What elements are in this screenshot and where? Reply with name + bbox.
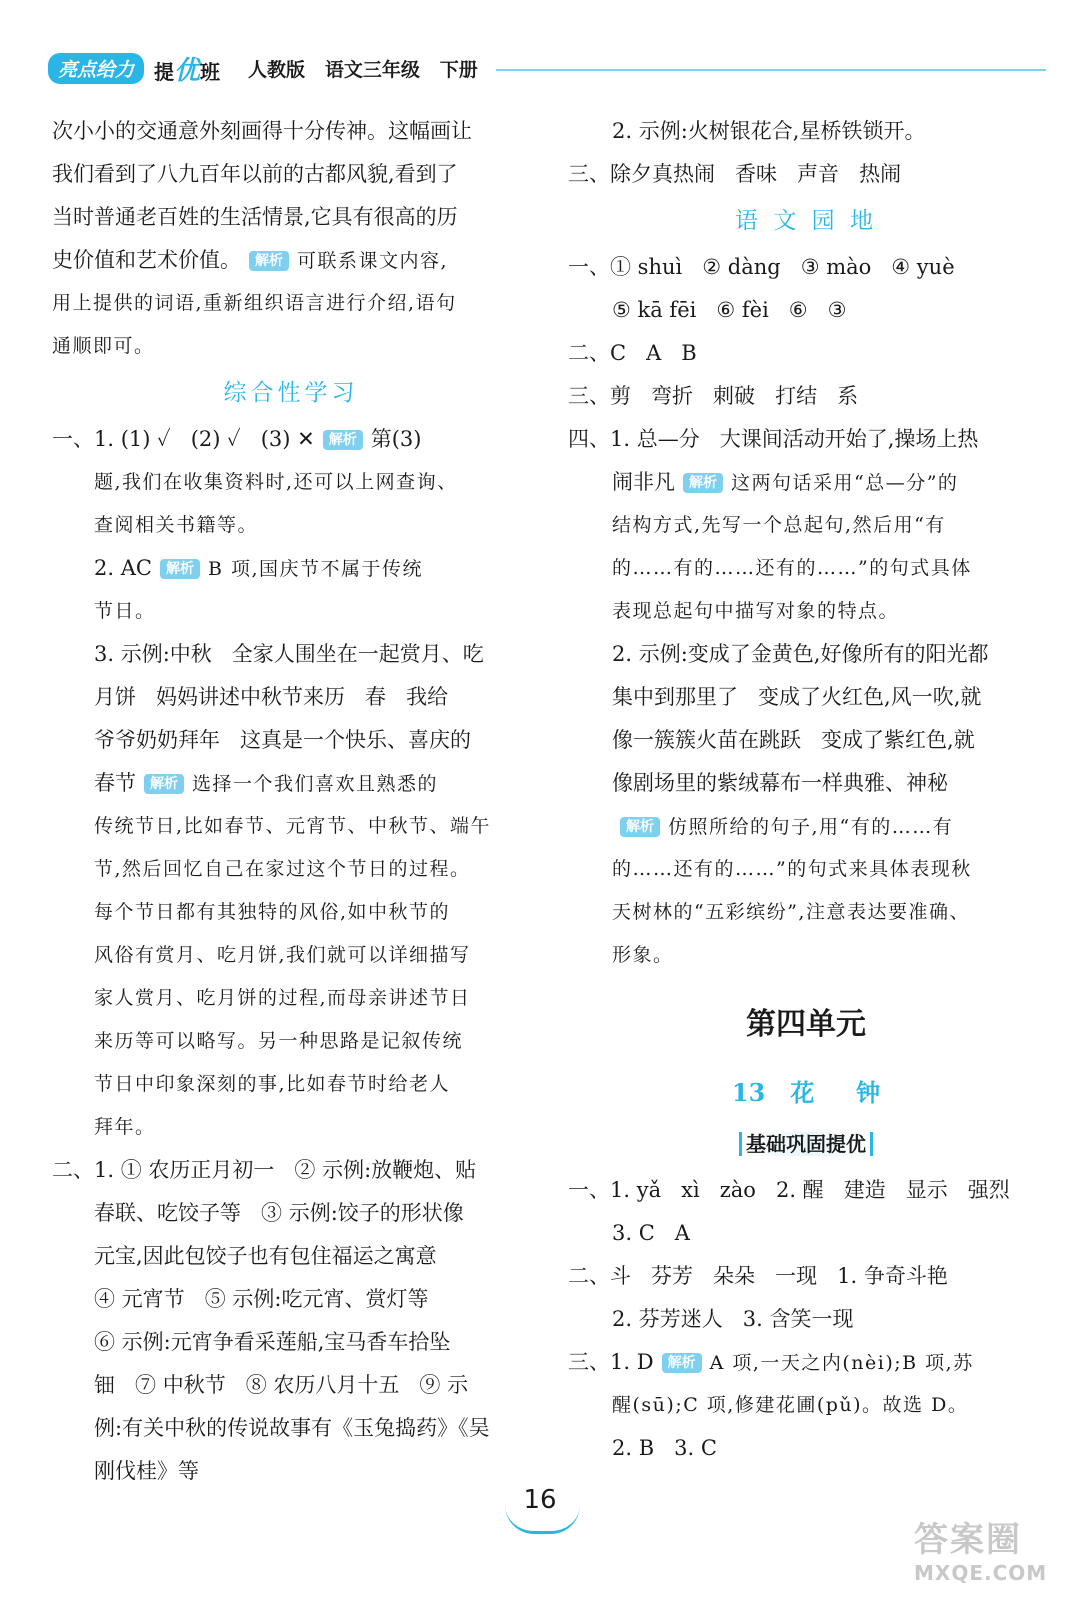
analysis-text: A 项,一天之内(nèi);B 项,苏 bbox=[709, 1352, 974, 1374]
analysis-text: 可联系课文内容, bbox=[297, 250, 449, 272]
analysis-text: 选择一个我们喜欢且熟悉的 bbox=[192, 773, 439, 795]
watermark-line2: MXQE.COM bbox=[914, 1561, 1048, 1585]
answer-text: 像剧场里的紫绒幕布一样典雅、神秘 bbox=[612, 771, 948, 795]
answer-text: 三、1. D bbox=[568, 1350, 654, 1374]
answer-line bbox=[52, 1278, 530, 1321]
answer-text: 三、除夕真热闹 香味 声音 热闹 bbox=[568, 162, 902, 186]
answer-line bbox=[52, 196, 530, 239]
analysis-text: 这两句话采用“总—分”的 bbox=[731, 472, 959, 494]
answer-line bbox=[52, 676, 530, 719]
answer-line bbox=[568, 289, 1044, 332]
answer-line bbox=[568, 676, 1044, 719]
analysis-tag: 解析 bbox=[620, 817, 660, 837]
header-rule bbox=[496, 69, 1046, 71]
answer-text: 我们看到了八九百年以前的古都风貌,看到了 bbox=[52, 162, 458, 186]
answer-text: 拜年。 bbox=[94, 1116, 156, 1138]
answer-line bbox=[52, 1364, 530, 1407]
answer-text: 月饼 妈妈讲述中秋节来历 春 我给 bbox=[94, 685, 449, 709]
answer-line bbox=[568, 547, 1044, 590]
answer-text: 春联、吃饺子等 ③ 示例:饺子的形状像 bbox=[94, 1201, 464, 1225]
series-name bbox=[154, 50, 220, 87]
answer-line bbox=[568, 1298, 1044, 1341]
answer-text: 题,我们在收集资料时,还可以上网查询、 bbox=[94, 471, 458, 493]
answer-line bbox=[52, 934, 530, 977]
watermark bbox=[914, 1512, 1064, 1585]
answer-line bbox=[52, 1450, 530, 1493]
answer-text: 集中到那里了 变成了火红色,风一吹,就 bbox=[612, 685, 982, 709]
answer-text: 一、① shuì ② dàng ③ mào ④ yuè bbox=[568, 255, 955, 279]
answer-text: 3. C A bbox=[612, 1221, 690, 1245]
answer-text: 节日。 bbox=[94, 600, 156, 622]
answer-line bbox=[52, 504, 530, 547]
answer-text: 来历等可以略写。另一种思路是记叙传统 bbox=[94, 1030, 464, 1052]
answer-line bbox=[52, 891, 530, 934]
answer-line bbox=[52, 1235, 530, 1278]
answer-text: 结构方式,先写一个总起句,然后用“有 bbox=[612, 514, 946, 536]
analysis-tag: 解析 bbox=[160, 559, 200, 579]
page-header bbox=[48, 48, 1046, 88]
answer-text: 爷爷奶奶拜年 这真是一个快乐、喜庆的 bbox=[94, 728, 472, 752]
analysis-text: 第(3) bbox=[370, 427, 422, 451]
answer-line bbox=[568, 375, 1044, 418]
brand-badge: 亮点给力 bbox=[48, 53, 144, 84]
lesson-title: 13 花 钟 bbox=[731, 1078, 881, 1107]
page-number: 16 bbox=[523, 1485, 557, 1515]
answer-line bbox=[52, 848, 530, 891]
answer-text: 传统节日,比如春节、元宵节、中秋节、端午 bbox=[94, 815, 492, 837]
answer-text: 当时普通老百姓的生活情景,它具有很高的历 bbox=[52, 205, 458, 229]
answer-text: 家人赏月、吃月饼的过程,而母亲讲述节日 bbox=[94, 987, 471, 1009]
answer-text: 闹非凡 bbox=[612, 470, 675, 494]
page-number-ornament bbox=[505, 1505, 580, 1534]
answer-text: 表现总起句中描写对象的特点。 bbox=[612, 600, 900, 622]
answer-text: 二、C A B bbox=[568, 341, 697, 365]
answer-text: 节日中印象深刻的事,比如春节时给老人 bbox=[94, 1073, 451, 1095]
answer-line bbox=[568, 633, 1044, 676]
answer-text: 2. B 3. C bbox=[612, 1436, 717, 1460]
answer-line bbox=[52, 239, 530, 282]
section-title: 语 文 园 地 bbox=[735, 208, 877, 234]
answer-text: 风俗有赏月、吃月饼,我们就可以详细描写 bbox=[94, 944, 471, 966]
answer-line bbox=[568, 1255, 1044, 1298]
answer-line bbox=[52, 1063, 530, 1106]
answer-line bbox=[568, 848, 1044, 891]
analysis-tag: 解析 bbox=[323, 430, 363, 450]
answer-line bbox=[568, 1427, 1044, 1470]
series-char-1: 提 bbox=[154, 59, 175, 84]
answer-text: 醒(sū);C 项,修建花圃(pǔ)。故选 D。 bbox=[612, 1394, 969, 1416]
answer-text: 次小小的交通意外刻画得十分传神。这幅画让 bbox=[52, 119, 472, 143]
answer-line bbox=[52, 977, 530, 1020]
answer-text: 元宝,因此包饺子也有包住福运之寓意 bbox=[94, 1244, 437, 1268]
answer-text: 2. 芬芳迷人 3. 含笑一现 bbox=[612, 1307, 854, 1331]
analysis-text: 仿照所给的句子,用“有的……有 bbox=[668, 816, 954, 838]
answer-line bbox=[52, 461, 530, 504]
analysis-text: B 项,国庆节不属于传统 bbox=[207, 558, 423, 580]
answer-line bbox=[568, 1212, 1044, 1255]
answer-line bbox=[568, 762, 1044, 805]
answer-line bbox=[52, 762, 530, 805]
answer-line bbox=[52, 153, 530, 196]
answer-text: 史价值和艺术价值。 bbox=[52, 248, 241, 272]
answer-line bbox=[568, 110, 1044, 153]
answer-text: 刚伐桂》等 bbox=[94, 1459, 199, 1483]
answer-text: 二、斗 芬芳 朵朵 一现 1. 争奇斗艳 bbox=[568, 1264, 948, 1288]
answer-line bbox=[568, 719, 1044, 762]
answer-line bbox=[568, 332, 1044, 375]
answer-text: 春节 bbox=[94, 771, 136, 795]
answer-text: 的……还有的……”的句式来具体表现秋 bbox=[612, 858, 972, 880]
answer-text: ④ 元宵节 ⑤ 示例:吃元宵、赏灯等 bbox=[94, 1287, 429, 1311]
answer-text: 例:有关中秋的传说故事有《玉兔捣药》《吴 bbox=[94, 1416, 490, 1440]
answer-text: 用上提供的词语,重新组织语言进行介绍,语句 bbox=[52, 292, 457, 314]
answer-text: 形象。 bbox=[612, 944, 674, 966]
right-column bbox=[568, 110, 1044, 1470]
answer-line bbox=[52, 1149, 530, 1192]
answer-text: 2. 示例:变成了金黄色,好像所有的阳光都 bbox=[612, 642, 989, 666]
answer-line bbox=[568, 1341, 1044, 1384]
answer-line bbox=[52, 1020, 530, 1063]
answer-line bbox=[52, 1407, 530, 1450]
analysis-tag: 解析 bbox=[662, 1353, 702, 1373]
analysis-tag: 解析 bbox=[144, 774, 184, 794]
analysis-tag: 解析 bbox=[249, 251, 289, 271]
answer-line bbox=[52, 110, 530, 153]
answer-text: ⑥ 示例:元宵争看采莲船,宝马香车拾坠 bbox=[94, 1330, 451, 1354]
answer-line bbox=[52, 1321, 530, 1364]
subsection-title bbox=[568, 1119, 1044, 1169]
unit-title: 第四单元 bbox=[746, 1007, 866, 1042]
analysis-tag: 解析 bbox=[683, 473, 723, 493]
answer-text: 的……有的……还有的……”的句式具体 bbox=[612, 557, 972, 579]
book-meta: 人教版 语文三年级 下册 bbox=[248, 58, 478, 81]
answer-text: 一、1. yǎ xì zào 2. 醒 建造 显示 强烈 bbox=[568, 1178, 1010, 1202]
answer-text: 3. 示例:中秋 全家人围坐在一起赏月、吃 bbox=[94, 642, 484, 666]
answer-line bbox=[52, 418, 530, 461]
answer-line bbox=[568, 418, 1044, 461]
answer-line bbox=[52, 1106, 530, 1149]
series-char-2: 优 bbox=[174, 55, 201, 86]
answer-line bbox=[568, 590, 1044, 633]
answer-text: 通顺即可。 bbox=[52, 335, 155, 357]
answer-text: 像一簇簇火苗在跳跃 变成了紫红色,就 bbox=[612, 728, 975, 752]
answer-text: 三、剪 弯折 刺破 打结 系 bbox=[568, 384, 859, 408]
answer-line bbox=[568, 461, 1044, 504]
answer-line bbox=[568, 1169, 1044, 1212]
answer-text: 四、1. 总—分 大课间活动开始了,操场上热 bbox=[568, 427, 979, 451]
answer-line bbox=[52, 590, 530, 633]
answer-line bbox=[568, 246, 1044, 289]
answer-text: 天树林的“五彩缤纷”,注意表达要准确、 bbox=[612, 901, 970, 923]
answer-line bbox=[52, 805, 530, 848]
answer-text: 钿 ⑦ 中秋节 ⑧ 农历八月十五 ⑨ 示 bbox=[94, 1373, 469, 1397]
answer-line bbox=[568, 504, 1044, 547]
answer-text: 2. 示例:火树银花合,星桥铁锁开。 bbox=[612, 119, 926, 143]
answer-text: 查阅相关书籍等。 bbox=[94, 514, 259, 536]
answer-line bbox=[52, 547, 530, 590]
answer-text: ⑤ kā fēi ⑥ fèi ⑥ ③ bbox=[612, 298, 847, 322]
answer-line bbox=[568, 805, 1044, 848]
series-char-3: 班 bbox=[200, 59, 221, 84]
answer-text: 每个节日都有其独特的风俗,如中秋节的 bbox=[94, 901, 451, 923]
answer-line bbox=[52, 325, 530, 368]
answer-line bbox=[568, 1384, 1044, 1427]
answer-line bbox=[52, 1192, 530, 1235]
answer-text: 一、1. (1) ✓ (2) ✓ (3) ✕ bbox=[52, 427, 315, 451]
left-column bbox=[52, 110, 530, 1493]
answer-line bbox=[568, 891, 1044, 934]
answer-line bbox=[52, 719, 530, 762]
answer-line bbox=[52, 633, 530, 676]
answer-text: 节,然后回忆自己在家过这个节日的过程。 bbox=[94, 858, 471, 880]
answer-line bbox=[52, 282, 530, 325]
watermark-line1: 答案圈 bbox=[914, 1520, 1022, 1560]
answer-line bbox=[568, 934, 1044, 977]
answer-text: 二、1. ① 农历正月初一 ② 示例:放鞭炮、贴 bbox=[52, 1158, 477, 1182]
subsection-label: 基础巩固提优 bbox=[739, 1132, 873, 1156]
section-title: 综合性学习 bbox=[223, 380, 359, 406]
answer-line bbox=[568, 153, 1044, 196]
answer-text: 2. AC bbox=[94, 556, 152, 580]
